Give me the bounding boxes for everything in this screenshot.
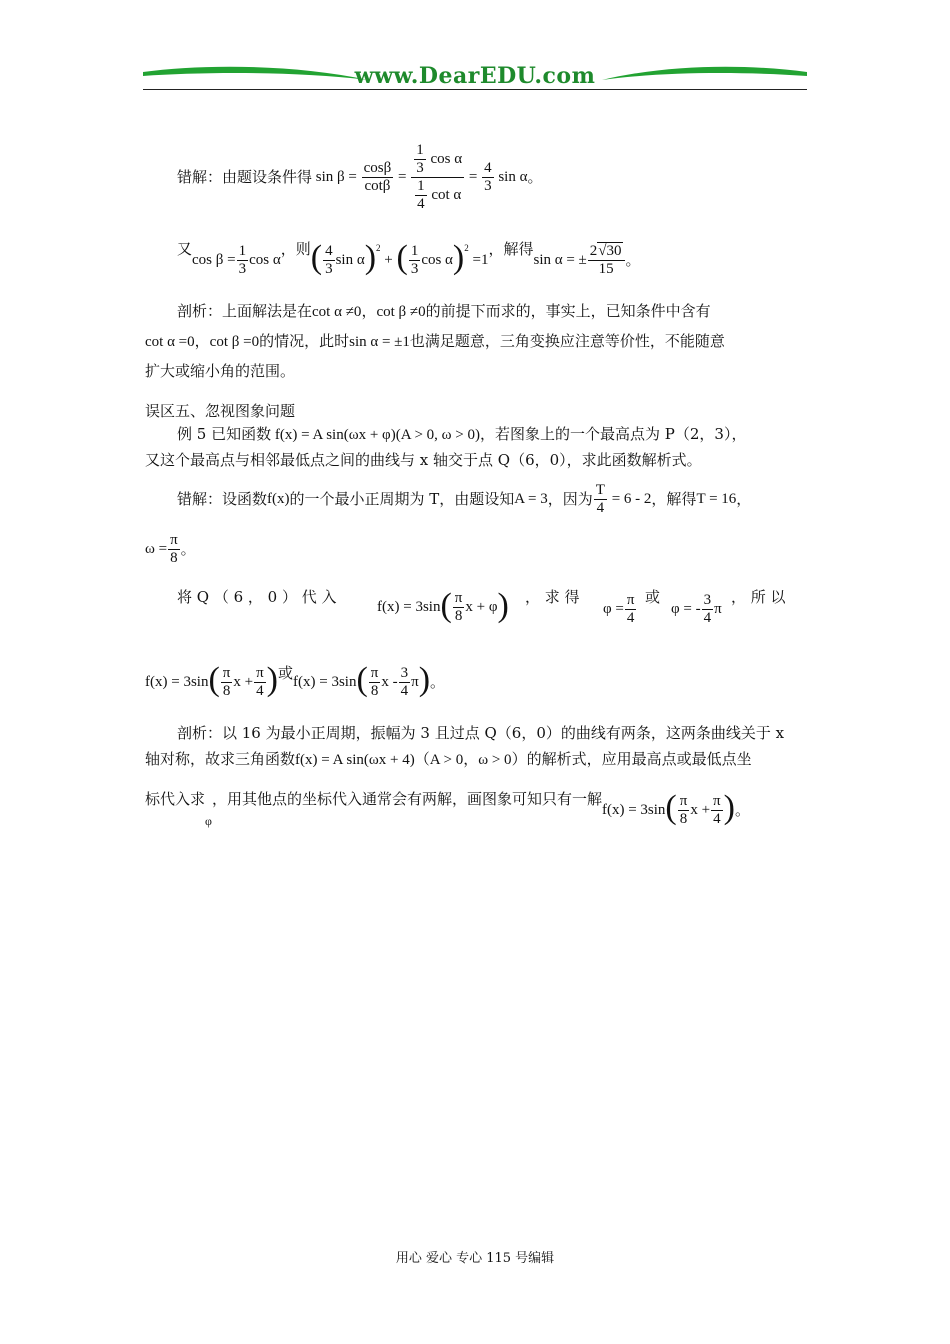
section-title: 误区五、忽视图象问题	[145, 402, 296, 420]
page-footer: 用心 爱心 专心 115 号编辑	[395, 1251, 555, 1266]
example-5: 例 5 已知函数 f(x) = A sin(ωx + φ)(A > 0, ω > 0)，若图象上的一个最高点为 P（2，3）， 又这个最高点与相邻最低点之间的曲线与 x 轴交于点 Q（6，0），求此函数解析式。	[145, 425, 747, 469]
left-swoosh-icon	[143, 62, 373, 92]
analysis-paragraph-1: 剖析：上面解法是在cot α ≠0，cot β ≠0的前提下而求的，事实上，已知条件中含有 cot α =0，cot β =0的情况，此时sin α = ±1也满足题意，三角变换应注意等价性，不能随意 扩大或缩小角的范围。	[145, 302, 725, 380]
header-rule	[143, 89, 807, 90]
formula-sin-alpha: sin α = ± $\frac{2√30}{15}$	[533, 243, 625, 278]
analysis-paragraph-2: 剖析：以 16 为最小正周期，振幅为 3 且过点 Q（6，0）的曲线有两条，这两条曲线关于 x 轴对称，故求三角函数f(x) = A sin(ωx + 4)（A > 0，ω > 0）的解析式，应用最高点或最低点坐 标代入求 φ ，用其他点的坐标代入通常会有两解，画图象可知只有一解 f(x) = 3sin( $\frac{\pi}{8}$ x + $\frac{\pi}{4}$ ) 。	[145, 724, 785, 828]
substitution-line: 将 Q （ 6 ， 0 ） 代 入 f(x) = 3sin( $\frac{\pi}{8}$ x + φ) ， 求 得 φ = $\frac{\pi}{4}$ 或 φ = - $\frac{3}{4}$ π ， 所 以	[177, 586, 786, 626]
omega-line: ω = $\frac{\pi}{8}$ 。	[145, 531, 196, 566]
brand-logo: www.DearEDU.com	[354, 63, 596, 89]
given-line: 又 cos β = $\frac{1}{3}$ cos α ，则 ( $\frac{4}{3}$ sin α)$^2$ + ( $\frac{1}{3}$ cos α)$^2$ =1 ，解得 sin α = ± $\frac{2√30}{15}$ 。	[177, 239, 641, 277]
formula-sin-beta: sin β = $\frac{\cos\beta}{\cot\beta}$ = $\frac{1}{3}$ cos α $\frac{1}{4}$ cot α = $\frac{4}{3}$ sin α	[312, 141, 528, 212]
wrong-solution-line: 错解：由题设条件得 sin β = $\frac{\cos\beta}{\cot\beta}$ = $\frac{1}{3}$ cos α $\frac{1}{4}$ cot α = $\frac{4}{3}$ sin α 。	[177, 141, 543, 212]
wrong-solution-2: 错解：设函数 f(x) 的一个最小正周期为 T，由题设知 A = 3 ，因为 $\frac{T}{4}$ = 6 - 2 ，解得 T = 16 ，	[177, 481, 752, 516]
formula-identity: ( $\frac{4}{3}$ sin α)$^2$ + ( $\frac{1}{3}$ cos α)$^2$ =1	[310, 239, 489, 277]
page-header	[143, 62, 807, 92]
wrong-solution-label: 错解：由题设条件得	[177, 168, 313, 186]
right-swoosh-icon	[598, 62, 807, 92]
formula-cos-beta: cos β = $\frac{1}{3}$ cos α	[192, 242, 281, 277]
result-line: f(x) = 3sin( $\frac{\pi}{8}$ x + $\frac{\pi}{4}$ ) 或 f(x) = 3sin( $\frac{\pi}{8}$ x - $\frac{3}{4}$ π) 。	[145, 661, 446, 699]
